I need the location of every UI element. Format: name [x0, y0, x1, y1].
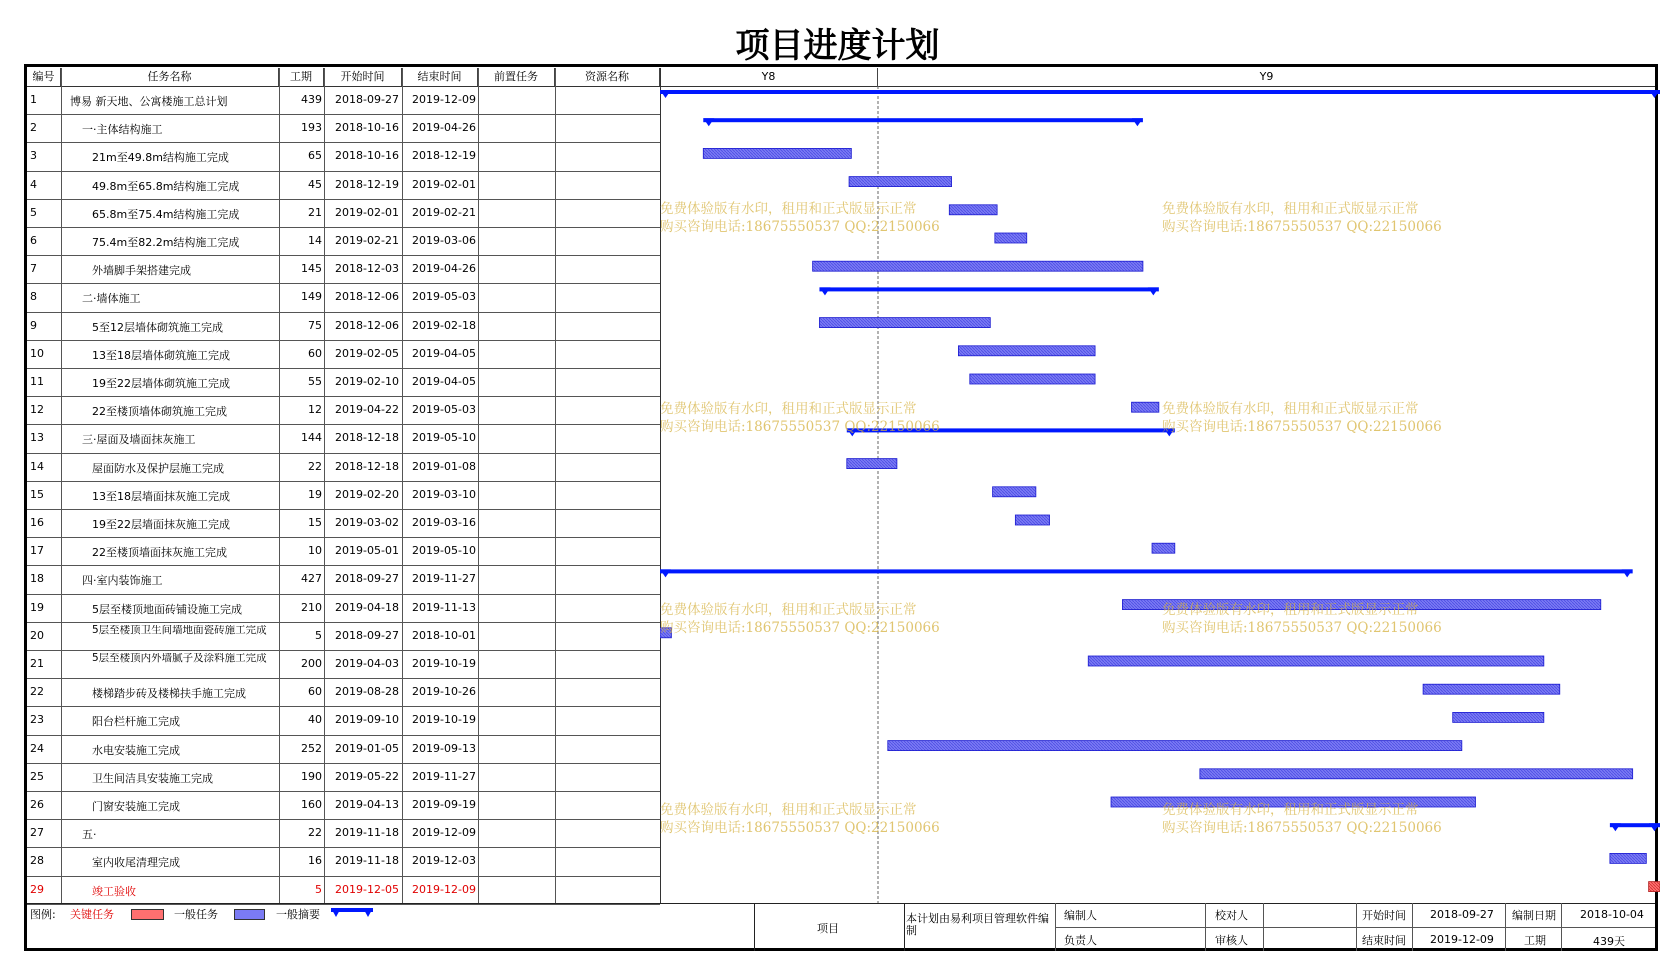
task-end: 2019-04-05: [412, 375, 476, 388]
task-name: 19至22层墙体砌筑施工完成: [92, 377, 230, 390]
watermark: 免费体验版有水印，租用和正式版显示正常 购买咨询电话:18675550537 QQ:22150066: [1162, 802, 1442, 836]
task-id: 21: [30, 657, 44, 670]
task-end: 2019-03-16: [412, 516, 476, 529]
task-duration: 193: [301, 121, 322, 135]
task-id: 27: [30, 826, 44, 840]
task-end: 2019-12-09: [412, 826, 476, 840]
header-id: 编号: [27, 68, 61, 86]
legend-normal-swatch: [234, 909, 265, 920]
task-id: 28: [30, 854, 44, 868]
task-end: 2019-12-09: [412, 93, 476, 106]
task-name: 卫生间洁具安装施工完成: [92, 771, 213, 785]
task-name: 室内收尾清理完成: [92, 856, 180, 870]
task-id: 2: [30, 121, 37, 135]
task-duration: 200: [301, 657, 322, 670]
task-id: 5: [30, 205, 37, 219]
task-bar: [1152, 543, 1175, 553]
timeline-year-right: Y9: [1259, 70, 1274, 83]
critical-task-bar: [1649, 882, 1660, 892]
task-duration: 55: [308, 375, 322, 388]
task-bar: [970, 374, 1095, 384]
task-name: 49.8m至65.8m结构施工完成: [92, 179, 240, 193]
footer-mid-line: [1055, 927, 1655, 928]
summary-bar: [819, 287, 1158, 295]
watermark: 免费体验版有水印，租用和正式版显示正常 购买咨询电话:18675550537 QQ:22150066: [1162, 401, 1442, 435]
task-end: 2018-10-01: [412, 628, 476, 642]
footer-end-label: 结束时间: [1362, 934, 1406, 947]
task-end: 2019-09-13: [412, 741, 476, 755]
legend-summary-label: 一般摘要: [276, 908, 320, 921]
footer-duration-label: 工期: [1524, 934, 1546, 947]
task-name: 19至22层墙面抹灰施工完成: [92, 518, 230, 531]
task-duration: 427: [301, 572, 322, 586]
task-start: 2018-10-16: [335, 121, 399, 135]
watermark: 免费体验版有水印，租用和正式版显示正常 购买咨询电话:18675550537 QQ:22150066: [660, 201, 940, 235]
task-end: 2019-03-10: [412, 487, 476, 501]
task-end: 2019-03-06: [412, 234, 476, 247]
row-divider: [27, 847, 660, 848]
row-divider: [27, 678, 660, 679]
header-duration: 工期: [279, 68, 324, 86]
footer-start-value: 2018-09-27: [1430, 908, 1494, 921]
header-resources: 资源名称: [555, 68, 660, 86]
task-start: 2019-04-03: [335, 657, 399, 670]
row-divider: [27, 255, 660, 256]
task-name: 外墙脚手架搭建完成: [92, 264, 191, 278]
task-name: 门窗安装施工完成: [92, 800, 180, 813]
task-start: 2018-09-27: [335, 572, 399, 586]
task-end: 2019-05-10: [412, 544, 476, 558]
task-bar: [1111, 797, 1475, 807]
row-divider: [27, 424, 660, 425]
task-name: 五·: [82, 828, 97, 842]
task-start: 2019-04-18: [335, 600, 399, 614]
row-divider: [27, 594, 660, 595]
task-id: 11: [30, 375, 44, 388]
task-duration: 190: [301, 769, 322, 783]
task-duration: 149: [301, 290, 322, 304]
task-start: 2019-04-13: [335, 798, 399, 811]
task-bar: [888, 741, 1462, 751]
row-divider: [27, 735, 660, 736]
task-bar: [958, 346, 1095, 356]
footer-date-label: 编制日期: [1512, 909, 1556, 922]
task-duration: 160: [301, 798, 322, 811]
task-duration: 12: [308, 403, 322, 417]
legend-critical-swatch: [131, 909, 164, 920]
task-bar: [1423, 684, 1560, 694]
task-name: 5至12层墙体砌筑施工完成: [92, 320, 223, 334]
task-duration: 439: [301, 93, 322, 106]
task-id: 7: [30, 262, 37, 276]
task-start: 2018-09-27: [335, 93, 399, 106]
task-name: 竣工验收: [92, 884, 136, 898]
task-duration: 75: [308, 318, 322, 332]
task-bar: [660, 628, 671, 638]
task-start: 2018-12-06: [335, 318, 399, 332]
summary-bar: [660, 90, 1660, 98]
header-end: 结束时间: [402, 68, 478, 86]
task-duration: 145: [301, 262, 322, 276]
task-duration: 45: [308, 177, 322, 191]
task-duration: 5: [315, 882, 322, 896]
task-start: 2019-02-05: [335, 346, 399, 360]
task-name: 阳台栏杆施工完成: [92, 715, 180, 729]
task-start: 2019-08-28: [335, 685, 399, 699]
task-end: 2019-12-09: [412, 882, 476, 896]
col-divider: [402, 68, 403, 904]
task-end: 2019-01-08: [412, 459, 476, 473]
task-id: 19: [30, 600, 44, 614]
row-divider: [27, 368, 660, 369]
task-end: 2019-10-26: [412, 685, 476, 699]
watermark: 免费体验版有水印，租用和正式版显示正常 购买咨询电话:18675550537 QQ:22150066: [1162, 201, 1442, 235]
footer-prepared-by: 编制人: [1064, 909, 1097, 922]
footer-checked-by: 校对人: [1215, 909, 1248, 922]
task-start: 2019-02-10: [335, 375, 399, 388]
task-end: 2019-02-21: [412, 205, 476, 219]
task-bar: [813, 261, 1143, 271]
task-id: 6: [30, 234, 37, 247]
task-duration: 10: [308, 544, 322, 558]
row-divider: [27, 706, 660, 707]
summary-bar: [660, 569, 1633, 577]
row-divider: [27, 396, 660, 397]
task-end: 2019-11-13: [412, 600, 476, 614]
task-start: 2019-02-21: [335, 234, 399, 247]
task-duration: 252: [301, 741, 322, 755]
task-name: 21m至49.8m结构施工完成: [92, 151, 229, 165]
summary-bar: [847, 428, 1175, 436]
task-name: 13至18层墙体砌筑施工完成: [92, 348, 230, 362]
task-bar: [819, 318, 990, 328]
task-duration: 210: [301, 600, 322, 614]
task-start: 2019-12-05: [335, 882, 399, 896]
row-divider: [27, 763, 660, 764]
footer-top-line: [27, 903, 1655, 904]
task-end: 2019-02-18: [412, 318, 476, 332]
task-end: 2018-12-19: [412, 149, 476, 163]
task-name: 65.8m至75.4m结构施工完成: [92, 207, 240, 221]
footer-duration-value: 439天: [1593, 935, 1625, 948]
footer-responsible: 负责人: [1064, 934, 1097, 947]
task-name: 5层至楼顶内外墙腻子及涂料施工完成: [92, 653, 267, 664]
task-id: 26: [30, 798, 44, 811]
col-divider: [324, 68, 325, 904]
row-divider: [27, 340, 660, 341]
task-duration: 22: [308, 826, 322, 840]
task-duration: 144: [301, 431, 322, 445]
task-start: 2019-09-10: [335, 713, 399, 727]
row-divider: [27, 622, 660, 623]
task-id: 13: [30, 431, 44, 445]
col-divider: [61, 68, 62, 904]
task-end: 2019-04-26: [412, 121, 476, 135]
row-divider: [27, 481, 660, 482]
gantt-chart: [660, 86, 1660, 904]
task-id: 22: [30, 685, 44, 699]
task-end: 2019-05-03: [412, 290, 476, 304]
task-bar: [995, 233, 1027, 243]
task-name: 楼梯踏步砖及楼梯扶手施工完成: [92, 687, 246, 701]
task-bar: [1453, 712, 1544, 722]
footer-note: 本计划由易利项目管理软件编制: [906, 912, 1049, 937]
task-end: 2019-04-05: [412, 346, 476, 360]
task-name: 水电安装施工完成: [92, 743, 180, 757]
task-id: 18: [30, 572, 44, 586]
task-id: 4: [30, 177, 37, 191]
row-divider: [27, 312, 660, 313]
task-start: 2019-05-22: [335, 769, 399, 783]
task-id: 10: [30, 346, 44, 360]
task-name: 三·屋面及墙面抹灰施工: [82, 433, 196, 447]
task-start: 2018-12-18: [335, 459, 399, 473]
task-end: 2019-10-19: [412, 713, 476, 727]
task-end: 2019-12-03: [412, 854, 476, 868]
task-duration: 60: [308, 685, 322, 699]
header-start: 开始时间: [324, 68, 402, 86]
task-bar: [1610, 853, 1646, 863]
task-bar: [1200, 769, 1633, 779]
task-start: 2019-01-05: [335, 741, 399, 755]
task-id: 16: [30, 516, 44, 529]
task-duration: 21: [308, 205, 322, 219]
task-bar: [849, 177, 952, 187]
task-bar: [1088, 656, 1544, 666]
task-end: 2019-09-19: [412, 798, 476, 811]
legend-summary-swatch: [329, 906, 375, 920]
task-name: 屋面防水及保护层施工完成: [92, 461, 224, 475]
row-divider: [27, 819, 660, 820]
watermark: 免费体验版有水印，租用和正式版显示正常 购买咨询电话:18675550537 QQ:22150066: [660, 401, 940, 435]
task-bar: [993, 487, 1036, 497]
row-divider: [27, 791, 660, 792]
task-start: 2018-12-06: [335, 290, 399, 304]
task-start: 2019-02-20: [335, 487, 399, 501]
task-start: 2018-12-19: [335, 177, 399, 191]
row-divider: [27, 199, 660, 200]
footer-date-value: 2018-10-04: [1580, 908, 1644, 921]
task-id: 23: [30, 713, 44, 727]
task-bar: [703, 148, 851, 158]
task-name: 13至18层墙面抹灰施工完成: [92, 489, 230, 503]
row-divider: [27, 142, 660, 143]
task-id: 24: [30, 741, 44, 755]
task-bar: [847, 459, 897, 469]
task-duration: 40: [308, 713, 322, 727]
task-duration: 22: [308, 459, 322, 473]
task-start: 2018-09-27: [335, 628, 399, 642]
task-id: 14: [30, 459, 44, 473]
task-bar: [949, 205, 997, 215]
task-name: 四·室内装饰施工: [82, 574, 163, 588]
task-end: 2019-04-26: [412, 262, 476, 276]
task-end: 2019-11-27: [412, 769, 476, 783]
footer-divider: [904, 903, 905, 951]
task-start: 2018-12-03: [335, 262, 399, 276]
task-name: 22至楼顶墙面抹灰施工完成: [92, 546, 227, 560]
task-id: 15: [30, 487, 44, 501]
task-start: 2019-11-18: [335, 854, 399, 868]
summary-bar: [1610, 823, 1660, 831]
task-start: 2019-02-01: [335, 205, 399, 219]
row-divider: [27, 509, 660, 510]
task-start: 2018-10-16: [335, 149, 399, 163]
task-duration: 16: [308, 854, 322, 868]
task-bar: [1015, 515, 1049, 525]
task-bar: [1132, 402, 1159, 412]
task-start: 2019-03-02: [335, 516, 399, 529]
page-title: 项目进度计划: [735, 26, 940, 66]
legend-label: 图例:: [30, 908, 56, 921]
task-name: 5层至楼顶地面砖铺设施工完成: [92, 602, 242, 616]
task-end: 2019-05-03: [412, 403, 476, 417]
task-duration: 65: [308, 149, 322, 163]
legend-critical-label: 关键任务: [70, 908, 114, 921]
task-bar: [1122, 600, 1600, 610]
col-divider: [555, 68, 556, 904]
task-id: 20: [30, 628, 44, 642]
task-end: 2019-10-19: [412, 657, 476, 670]
task-id: 9: [30, 318, 37, 332]
row-divider: [27, 565, 660, 566]
row-divider: [27, 453, 660, 454]
header-predecessors: 前置任务: [478, 68, 555, 86]
header-name: 任务名称: [61, 68, 279, 86]
task-end: 2019-02-01: [412, 177, 476, 191]
task-name: 一·主体结构施工: [82, 123, 163, 137]
footer-divider: [754, 903, 755, 951]
task-name: 博易 新天地、公寓楼施工总计划: [70, 95, 228, 108]
task-name: 二·墙体施工: [82, 292, 141, 306]
timeline-year-left: Y8: [660, 68, 878, 86]
task-name: 5层至楼顶卫生间墙地面瓷砖施工完成: [92, 624, 267, 636]
task-end: 2019-11-27: [412, 572, 476, 586]
footer-project-label: 项目: [817, 922, 839, 935]
row-divider: [27, 171, 660, 172]
row-divider: [27, 650, 660, 651]
watermark: 免费体验版有水印，租用和正式版显示正常 购买咨询电话:18675550537 QQ:22150066: [660, 802, 940, 836]
row-divider: [27, 876, 660, 877]
task-id: 3: [30, 149, 37, 163]
task-id: 17: [30, 544, 44, 558]
task-start: 2018-12-18: [335, 431, 399, 445]
row-divider: [27, 227, 660, 228]
task-start: 2019-05-01: [335, 544, 399, 558]
footer-end-value: 2019-12-09: [1430, 933, 1494, 946]
footer-reviewed-by: 审核人: [1215, 934, 1248, 947]
task-id: 8: [30, 290, 37, 304]
task-end: 2019-05-10: [412, 431, 476, 445]
row-divider: [27, 114, 660, 115]
task-id: 12: [30, 403, 44, 417]
task-duration: 5: [315, 628, 322, 642]
task-duration: 60: [308, 346, 322, 360]
task-duration: 14: [308, 234, 322, 247]
summary-bar: [703, 118, 1143, 126]
watermark: 免费体验版有水印，租用和正式版显示正常 购买咨询电话:18675550537 QQ:22150066: [660, 602, 940, 636]
task-name: 75.4m至82.2m结构施工完成: [92, 236, 240, 249]
watermark: 免费体验版有水印，租用和正式版显示正常 购买咨询电话:18675550537 QQ:22150066: [1162, 602, 1442, 636]
row-divider: [27, 537, 660, 538]
task-duration: 19: [308, 487, 322, 501]
row-divider: [27, 283, 660, 284]
legend-normal-label: 一般任务: [174, 908, 218, 921]
task-id: 1: [30, 93, 37, 106]
task-id: 29: [30, 882, 44, 896]
task-duration: 15: [308, 516, 322, 529]
task-start: 2019-11-18: [335, 826, 399, 840]
task-name: 22至楼顶墙体砌筑施工完成: [92, 405, 227, 419]
task-id: 25: [30, 769, 44, 783]
task-start: 2019-04-22: [335, 403, 399, 417]
footer-start-label: 开始时间: [1362, 909, 1406, 922]
